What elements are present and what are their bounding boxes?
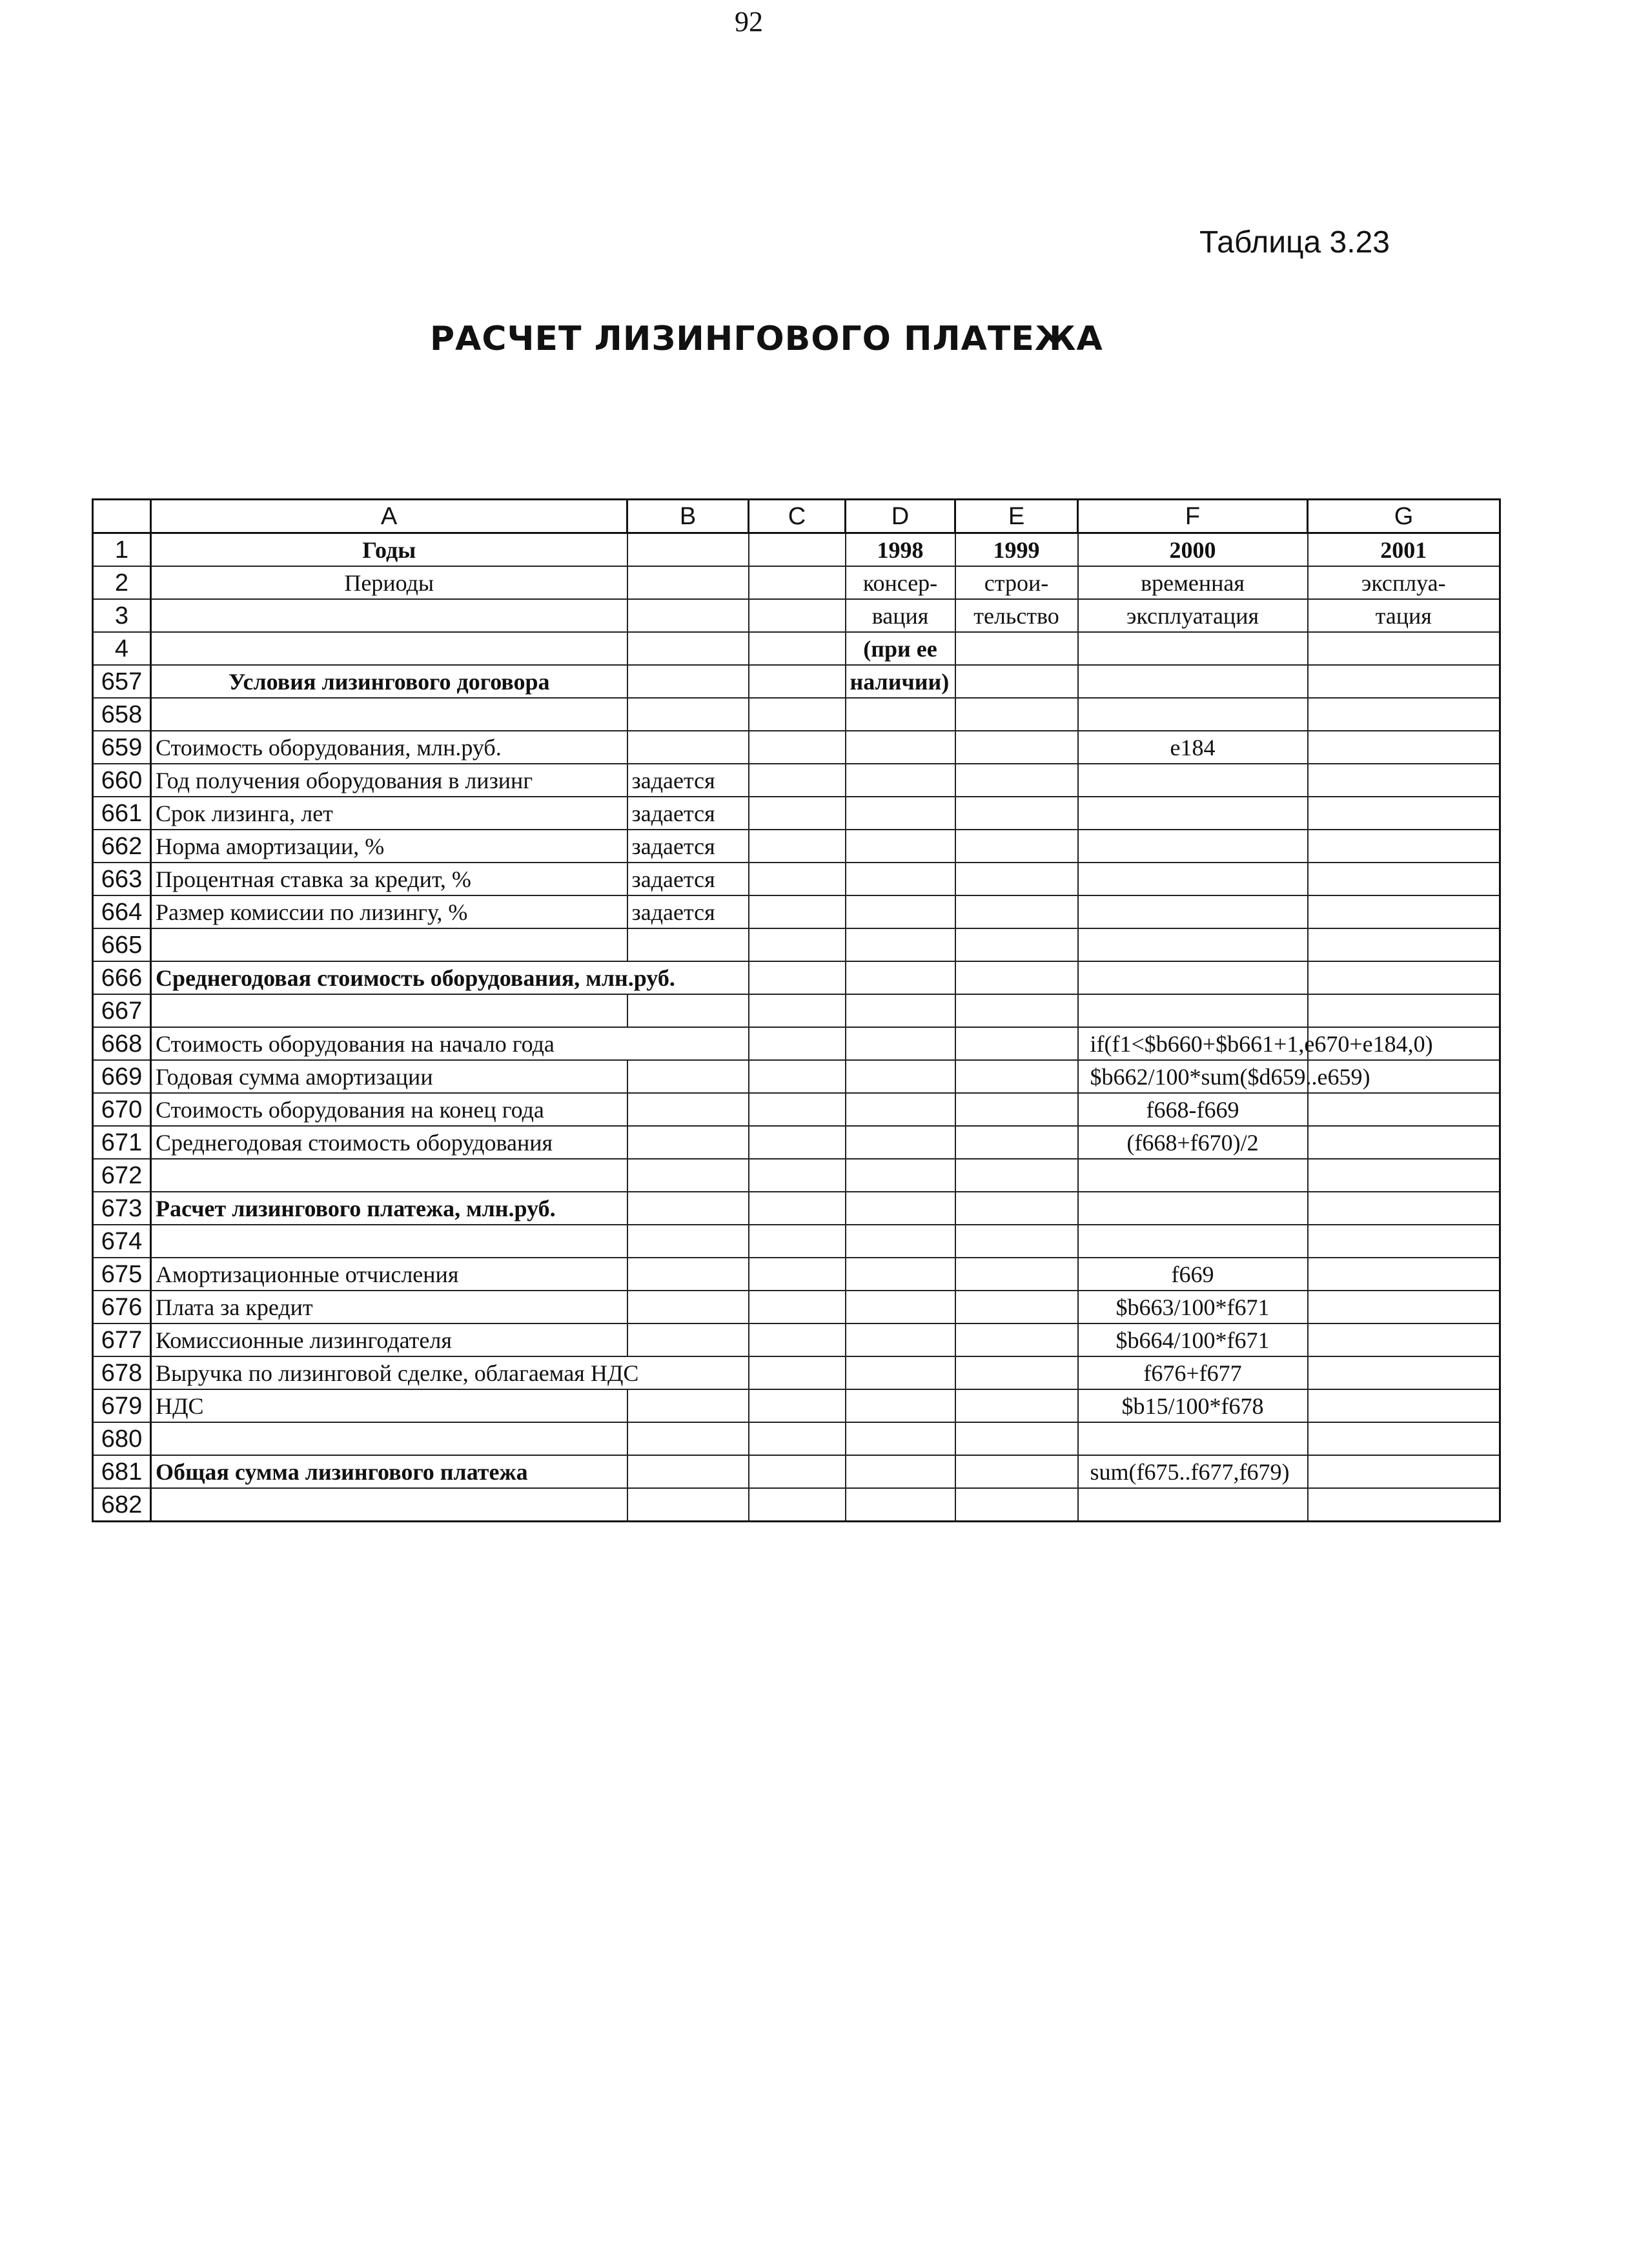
cell-c[interactable] (749, 895, 846, 928)
cell-g[interactable]: тация (1308, 599, 1500, 632)
cell-e[interactable] (955, 1126, 1078, 1159)
cell-a[interactable]: НДС (151, 1389, 627, 1422)
cell-c[interactable] (749, 1422, 846, 1455)
cell-g[interactable] (1308, 632, 1500, 665)
cell-d[interactable] (846, 1422, 955, 1455)
cell-e[interactable] (955, 1389, 1078, 1422)
cell-a[interactable] (151, 928, 627, 961)
table-row (93, 1258, 1500, 1291)
cell-c[interactable] (749, 994, 846, 1027)
cell-b[interactable] (627, 1027, 749, 1060)
cell-b[interactable] (627, 1422, 749, 1455)
table-row (93, 533, 1500, 567)
cell-c[interactable] (749, 731, 846, 764)
table-row (93, 698, 1500, 731)
cell-d[interactable] (846, 961, 955, 994)
cell-d[interactable] (846, 1389, 955, 1422)
cell-c[interactable] (749, 797, 846, 830)
cell-e[interactable] (955, 961, 1078, 994)
cell-d[interactable] (846, 1258, 955, 1291)
row-number[interactable]: 679 (93, 1389, 151, 1422)
cell-f[interactable]: sum(f675..f677,f679) (1078, 1455, 1308, 1488)
cell-g[interactable] (1308, 1126, 1500, 1159)
cell-a[interactable] (151, 994, 627, 1027)
cell-g[interactable] (1308, 1356, 1500, 1389)
column-header-a[interactable]: A (151, 500, 627, 533)
column-header-b[interactable]: B (627, 500, 749, 533)
cell-c[interactable] (749, 632, 846, 665)
cell-e[interactable] (955, 1159, 1078, 1192)
cell-e[interactable] (955, 1225, 1078, 1258)
cell-f[interactable]: f676+f677 (1078, 1356, 1308, 1389)
cell-c[interactable] (749, 1027, 846, 1060)
cell-f[interactable] (1078, 994, 1308, 1027)
cell-e[interactable] (955, 1258, 1078, 1291)
cell-g[interactable] (1308, 1455, 1500, 1488)
cell-c[interactable] (749, 1258, 846, 1291)
cell-d[interactable]: (при ее (846, 632, 955, 665)
cell-e[interactable] (955, 632, 1078, 665)
row-number[interactable]: 682 (93, 1488, 151, 1522)
cell-g[interactable] (1308, 961, 1500, 994)
cell-a[interactable]: Среднегодовая стоимость оборудования (151, 1126, 627, 1159)
cell-c[interactable] (749, 863, 846, 895)
cell-f[interactable]: эксплуатация (1078, 599, 1308, 632)
cell-d[interactable] (846, 797, 955, 830)
cell-g[interactable] (1308, 1225, 1500, 1258)
cell-c[interactable] (749, 1060, 846, 1093)
cell-f[interactable]: e184 (1078, 731, 1308, 764)
cell-b[interactable] (627, 665, 749, 698)
cell-a[interactable]: Условия лизингового договора (151, 665, 627, 698)
cell-c[interactable] (749, 928, 846, 961)
table-row (93, 1093, 1500, 1126)
cell-a[interactable] (151, 698, 627, 731)
cell-g[interactable] (1308, 994, 1500, 1027)
cell-b[interactable] (627, 1159, 749, 1192)
cell-b[interactable]: задается (627, 863, 749, 895)
cell-a[interactable]: Год получения оборудования в лизинг (151, 764, 627, 797)
cell-c[interactable] (749, 1126, 846, 1159)
table-row (93, 1323, 1500, 1356)
cell-a[interactable] (151, 1159, 627, 1192)
cell-f[interactable]: $b662/100*sum($d659..e659) (1078, 1060, 1308, 1093)
cell-a[interactable]: Расчет лизингового платежа, млн.руб. (151, 1192, 627, 1225)
cell-g[interactable] (1308, 1488, 1500, 1522)
cell-b[interactable] (627, 1488, 749, 1522)
row-number[interactable]: 670 (93, 1093, 151, 1126)
cell-d[interactable] (846, 863, 955, 895)
cell-g[interactable] (1308, 1323, 1500, 1356)
row-number[interactable]: 678 (93, 1356, 151, 1389)
cell-e[interactable] (955, 1192, 1078, 1225)
cell-a[interactable]: Норма амортизации, % (151, 830, 627, 863)
cell-g[interactable] (1308, 698, 1500, 731)
cell-b[interactable] (627, 599, 749, 632)
cell-a[interactable]: Процентная ставка за кредит, % (151, 863, 627, 895)
cell-c[interactable] (749, 599, 846, 632)
cell-d[interactable]: наличии) (846, 665, 955, 698)
cell-c[interactable] (749, 1291, 846, 1323)
cell-f[interactable] (1078, 764, 1308, 797)
cell-e[interactable] (955, 665, 1078, 698)
row-number[interactable]: 681 (93, 1455, 151, 1488)
cell-a[interactable]: Среднегодовая стоимость оборудования, млн.руб. (151, 961, 627, 994)
table-row (93, 764, 1500, 797)
cell-f[interactable]: $b663/100*f671 (1078, 1291, 1308, 1323)
table-row (93, 1060, 1500, 1093)
page-number: 92 (735, 6, 763, 37)
cell-e[interactable] (955, 1356, 1078, 1389)
column-header-c[interactable]: C (749, 500, 846, 533)
column-header-g[interactable]: G (1308, 500, 1500, 533)
cell-g[interactable] (1308, 764, 1500, 797)
row-number[interactable]: 669 (93, 1060, 151, 1093)
cell-b[interactable]: задается (627, 895, 749, 928)
cell-d[interactable] (846, 994, 955, 1027)
cell-b[interactable] (627, 1258, 749, 1291)
table-row (93, 928, 1500, 961)
cell-b[interactable] (627, 1225, 749, 1258)
cell-d[interactable] (846, 1192, 955, 1225)
row-number[interactable]: 2 (93, 566, 151, 599)
cell-f[interactable] (1078, 632, 1308, 665)
cell-a[interactable]: Комиссионные лизингодателя (151, 1323, 627, 1356)
cell-g[interactable]: 2001 (1308, 533, 1500, 567)
table-row (93, 1422, 1500, 1455)
cell-f[interactable]: 2000 (1078, 533, 1308, 567)
cell-b[interactable] (627, 533, 749, 567)
cell-a[interactable]: Амортизационные отчисления (151, 1258, 627, 1291)
row-number[interactable]: 667 (93, 994, 151, 1027)
cell-e[interactable] (955, 797, 1078, 830)
cell-e[interactable] (955, 1422, 1078, 1455)
cell-g[interactable] (1308, 1159, 1500, 1192)
cell-f[interactable]: f669 (1078, 1258, 1308, 1291)
table-label: Таблица 3.23 (1199, 225, 1390, 260)
cell-g[interactable] (1308, 1291, 1500, 1323)
cell-g[interactable] (1308, 1192, 1500, 1225)
cell-c[interactable] (749, 665, 846, 698)
row-number[interactable]: 658 (93, 698, 151, 731)
cell-b[interactable] (627, 1060, 749, 1093)
cell-d[interactable] (846, 764, 955, 797)
cell-f[interactable] (1078, 830, 1308, 863)
cell-f[interactable]: временная (1078, 566, 1308, 599)
cell-d[interactable] (846, 928, 955, 961)
row-number[interactable]: 674 (93, 1225, 151, 1258)
cell-a[interactable]: Срок лизинга, лет (151, 797, 627, 830)
row-number[interactable]: 668 (93, 1027, 151, 1060)
cell-f[interactable] (1078, 1488, 1308, 1522)
cell-g[interactable] (1308, 731, 1500, 764)
cell-g[interactable] (1308, 863, 1500, 895)
row-number[interactable]: 661 (93, 797, 151, 830)
cell-b[interactable] (627, 1126, 749, 1159)
cell-b[interactable]: задается (627, 797, 749, 830)
table-row (93, 1291, 1500, 1323)
cell-c[interactable] (749, 1159, 846, 1192)
cell-b[interactable]: задается (627, 830, 749, 863)
cell-g[interactable] (1308, 1389, 1500, 1422)
cell-e[interactable]: тельство (955, 599, 1078, 632)
cell-f[interactable]: f668-f669 (1078, 1093, 1308, 1126)
cell-f[interactable] (1078, 895, 1308, 928)
cell-c[interactable] (749, 1225, 846, 1258)
cell-a[interactable]: Общая сумма лизингового платежа (151, 1455, 627, 1488)
cell-a[interactable]: Годовая сумма амортизации (151, 1060, 627, 1093)
cell-c[interactable] (749, 961, 846, 994)
cell-f[interactable] (1078, 863, 1308, 895)
cell-a[interactable]: Стоимость оборудования на начало года (151, 1027, 627, 1060)
cell-d[interactable] (846, 1093, 955, 1126)
cell-e[interactable] (955, 895, 1078, 928)
cell-c[interactable] (749, 1323, 846, 1356)
row-number[interactable]: 677 (93, 1323, 151, 1356)
cell-f[interactable] (1078, 1192, 1308, 1225)
cell-a[interactable] (151, 1422, 627, 1455)
table-row (93, 895, 1500, 928)
column-header-e[interactable]: E (955, 500, 1078, 533)
cell-d[interactable] (846, 1060, 955, 1093)
cell-f[interactable] (1078, 665, 1308, 698)
cell-f[interactable]: if(f1<$b660+$b661+1,e670+e184,0) (1078, 1027, 1308, 1060)
cell-d[interactable] (846, 1488, 955, 1522)
cell-g[interactable]: эксплуа- (1308, 566, 1500, 599)
row-number[interactable]: 4 (93, 632, 151, 665)
row-number[interactable]: 662 (93, 830, 151, 863)
cell-c[interactable] (749, 1455, 846, 1488)
row-number[interactable]: 671 (93, 1126, 151, 1159)
table-row (93, 830, 1500, 863)
cell-d[interactable] (846, 731, 955, 764)
cell-b[interactable]: задается (627, 764, 749, 797)
row-number[interactable]: 672 (93, 1159, 151, 1192)
cell-d[interactable] (846, 830, 955, 863)
cell-e[interactable] (955, 1060, 1078, 1093)
column-header-d[interactable]: D (846, 500, 955, 533)
row-number[interactable]: 680 (93, 1422, 151, 1455)
cell-f[interactable] (1078, 961, 1308, 994)
table-row (93, 1027, 1500, 1060)
cell-b[interactable] (627, 698, 749, 731)
cell-e[interactable] (955, 1027, 1078, 1060)
cell-e[interactable] (955, 698, 1078, 731)
row-number[interactable]: 664 (93, 895, 151, 928)
row-number[interactable]: 665 (93, 928, 151, 961)
cell-b[interactable] (627, 928, 749, 961)
cell-d[interactable] (846, 1126, 955, 1159)
cell-g[interactable] (1308, 1093, 1500, 1126)
row-number[interactable]: 673 (93, 1192, 151, 1225)
table-row (93, 1225, 1500, 1258)
table-row (93, 1126, 1500, 1159)
cell-g[interactable] (1308, 1422, 1500, 1455)
cell-e[interactable] (955, 830, 1078, 863)
cell-d[interactable]: 1998 (846, 533, 955, 567)
cell-a[interactable]: Периоды (151, 566, 627, 599)
cell-c[interactable] (749, 1389, 846, 1422)
cell-e[interactable] (955, 1488, 1078, 1522)
cell-d[interactable] (846, 1455, 955, 1488)
cell-b[interactable] (627, 1192, 749, 1225)
table-row (93, 632, 1500, 665)
cell-a[interactable]: Размер комиссии по лизингу, % (151, 895, 627, 928)
cell-d[interactable] (846, 1356, 955, 1389)
cell-b[interactable] (627, 994, 749, 1027)
cell-g[interactable] (1308, 895, 1500, 928)
cell-a[interactable]: Стоимость оборудования, млн.руб. (151, 731, 627, 764)
table-row (93, 599, 1500, 632)
table-row (93, 797, 1500, 830)
row-number[interactable]: 663 (93, 863, 151, 895)
cell-a[interactable]: Годы (151, 533, 627, 567)
cell-b[interactable] (627, 1291, 749, 1323)
table-row (93, 1356, 1500, 1389)
cell-b[interactable] (627, 566, 749, 599)
cell-e[interactable] (955, 994, 1078, 1027)
cell-b[interactable] (627, 731, 749, 764)
cell-f[interactable] (1078, 1422, 1308, 1455)
cell-a[interactable]: Стоимость оборудования на конец года (151, 1093, 627, 1126)
spreadsheet-table (92, 498, 1501, 1522)
corner-cell[interactable] (93, 500, 151, 533)
cell-d[interactable] (846, 1225, 955, 1258)
cell-c[interactable] (749, 830, 846, 863)
cell-c[interactable] (749, 566, 846, 599)
cell-f[interactable]: $b664/100*f671 (1078, 1323, 1308, 1356)
cell-b[interactable] (627, 1389, 749, 1422)
cell-g[interactable] (1308, 928, 1500, 961)
row-number[interactable]: 659 (93, 731, 151, 764)
table-row (93, 994, 1500, 1027)
cell-f[interactable] (1078, 1159, 1308, 1192)
cell-f[interactable] (1078, 698, 1308, 731)
cell-c[interactable] (749, 1356, 846, 1389)
cell-d[interactable] (846, 1323, 955, 1356)
cell-g[interactable] (1308, 830, 1500, 863)
cell-e[interactable] (955, 1291, 1078, 1323)
table-row (93, 566, 1500, 599)
cell-e[interactable] (955, 863, 1078, 895)
row-number[interactable]: 675 (93, 1258, 151, 1291)
cell-e[interactable] (955, 1455, 1078, 1488)
cell-g[interactable] (1308, 665, 1500, 698)
cell-e[interactable] (955, 764, 1078, 797)
cell-d[interactable] (846, 698, 955, 731)
table-row (93, 665, 1500, 698)
table-row (93, 1159, 1500, 1192)
cell-c[interactable] (749, 698, 846, 731)
table-row (93, 1389, 1500, 1422)
cell-d[interactable] (846, 1027, 955, 1060)
cell-d[interactable] (846, 1159, 955, 1192)
row-number[interactable]: 1 (93, 533, 151, 567)
cell-d[interactable] (846, 1291, 955, 1323)
table-row (93, 1488, 1500, 1522)
cell-e[interactable] (955, 1093, 1078, 1126)
column-header-row (93, 500, 1500, 533)
column-header-f[interactable]: F (1078, 500, 1308, 533)
table-row (93, 1455, 1500, 1488)
cell-g[interactable] (1308, 797, 1500, 830)
cell-c[interactable] (749, 1093, 846, 1126)
cell-b[interactable] (627, 1093, 749, 1126)
cell-e[interactable] (955, 1323, 1078, 1356)
table-row (93, 961, 1500, 994)
cell-d[interactable] (846, 895, 955, 928)
cell-b[interactable] (627, 1356, 749, 1389)
cell-a[interactable]: Выручка по лизинговой сделке, облагаемая НДС (151, 1356, 627, 1389)
cell-g[interactable] (1308, 1258, 1500, 1291)
cell-d[interactable]: консер- (846, 566, 955, 599)
cell-f[interactable] (1078, 928, 1308, 961)
row-number[interactable]: 3 (93, 599, 151, 632)
table-row (93, 731, 1500, 764)
cell-e[interactable] (955, 731, 1078, 764)
cell-d[interactable]: вация (846, 599, 955, 632)
row-number[interactable]: 657 (93, 665, 151, 698)
row-number[interactable]: 676 (93, 1291, 151, 1323)
cell-a[interactable] (151, 1488, 627, 1522)
cell-a[interactable] (151, 632, 627, 665)
cell-f[interactable]: $b15/100*f678 (1078, 1389, 1308, 1422)
cell-e[interactable]: строи- (955, 566, 1078, 599)
cell-e[interactable]: 1999 (955, 533, 1078, 567)
row-number[interactable]: 660 (93, 764, 151, 797)
cell-f[interactable] (1078, 797, 1308, 830)
cell-a[interactable] (151, 1225, 627, 1258)
cell-b[interactable] (627, 632, 749, 665)
cell-b[interactable] (627, 1455, 749, 1488)
cell-c[interactable] (749, 1192, 846, 1225)
cell-f[interactable] (1078, 1225, 1308, 1258)
cell-a[interactable]: Плата за кредит (151, 1291, 627, 1323)
cell-f[interactable]: (f668+f670)/2 (1078, 1126, 1308, 1159)
row-number[interactable]: 666 (93, 961, 151, 994)
cell-c[interactable] (749, 764, 846, 797)
table-row (93, 863, 1500, 895)
cell-e[interactable] (955, 928, 1078, 961)
cell-a[interactable] (151, 599, 627, 632)
cell-c[interactable] (749, 533, 846, 567)
page-title: РАСЧЕТ ЛИЗИНГОВОГО ПЛАТЕЖА (430, 320, 1103, 358)
cell-c[interactable] (749, 1488, 846, 1522)
cell-b[interactable] (627, 1323, 749, 1356)
table-row (93, 1192, 1500, 1225)
